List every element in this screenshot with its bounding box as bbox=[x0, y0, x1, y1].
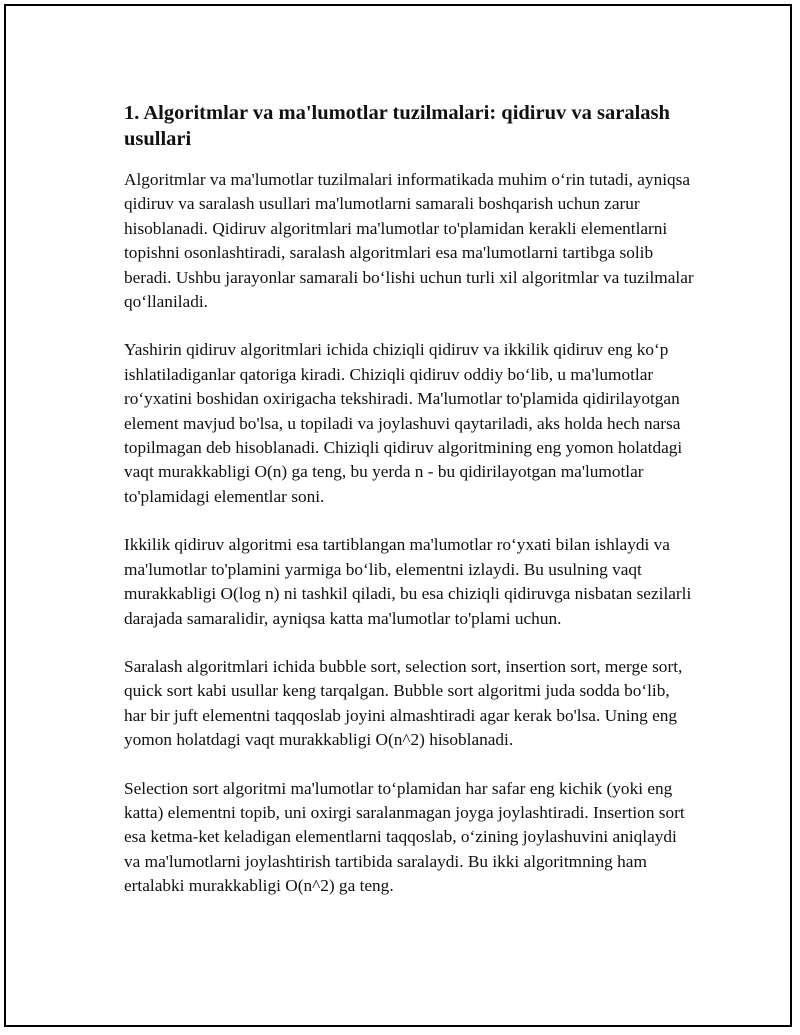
paragraph-4: Saralash algoritmlari ichida bubble sort, selection sort, insertion sort, merge sort, quick sort kabi usullar keng tarqalgan. Bubble sort algoritmi juda sodda bo‘lib, har bir juft elementni taqqoslab joyini almashtiradi agar kerak bo'lsa. Uning eng yomon holatdagi vaqt murakkabligi O(n^2) hisoblanadi. bbox=[124, 656, 683, 750]
document-title: 1. Algoritmlar va ma'lumotlar tuzilmalari: qidiruv va saralash usullari bbox=[124, 102, 670, 150]
paragraph-5: Selection sort algoritmi ma'lumotlar to‘plamidan har safar eng kichik (yoki eng katta) elementni topib, uni oxirgi saralanmagan joyga joylashtiradi. Insertion sort esa ketma-ket keladigan elementlarni taqqoslab, o‘zining joylashuvini aniqlaydi va ma'lumotlarni joylashtirish tartibida saralaydi. Bu ikki algoritmning ham ertalabki murakkabligi O(n^2) ga teng. bbox=[124, 778, 685, 896]
paragraph-1: Algoritmlar va ma'lumotlar tuzilmalari informatikada muhim o‘rin tutadi, ayniqsa qidiruv va saralash usullari ma'lumotlarni samarali boshqarish uchun zarur hisoblanadi. Qidiruv algoritmlari ma'lumotlar to'plamidan kerakli elementlarni topishni osonlashtiradi, saralash algoritmlari esa ma'lumotlarni tartibga solib beradi. Ushbu jarayonlar samarali bo‘lishi uchun turli xil algoritmlar va tuzilmalar qo‘llaniladi. bbox=[124, 170, 694, 312]
paragraph-2: Yashirin qidiruv algoritmlari ichida chiziqli qidiruv va ikkilik qidiruv eng ko‘p ishlatiladiganlar qatoriga kiradi. Chiziqli qidiruv oddiy bo‘lib, u ma'lumotlar ro‘yxatini boshidan oxirigacha tekshiradi. Ma'lumotlar to'plamida qidirilayotgan element mavjud bo'lsa, u topiladi va joylashuvi qaytariladi, aks holda hech narsa topilmagan deb hisoblanadi. Chiziqli qidiruv algoritmining eng yomon holatdagi vaqt murakkabligi O(n) ga teng, bu yerda n - bu qidirilayotgan ma'lumotlar to'plamidagi elementlar soni. bbox=[124, 340, 683, 506]
document-body bbox=[124, 100, 696, 923]
page-frame bbox=[4, 4, 792, 1027]
paragraph-3: Ikkilik qidiruv algoritmi esa tartiblangan ma'lumotlar ro‘yxati bilan ishlaydi va ma'lumotlar to'plamini yarmiga bo‘lib, elementni izlaydi. Bu usulning vaqt murakkabligi O(log n) ni tashkil qiladi, bu esa chiziqli qidiruvga nisbatan sezilarli darajada samaralidir, ayniqsa katta ma'lumotlar to'plami uchun. bbox=[124, 535, 692, 628]
